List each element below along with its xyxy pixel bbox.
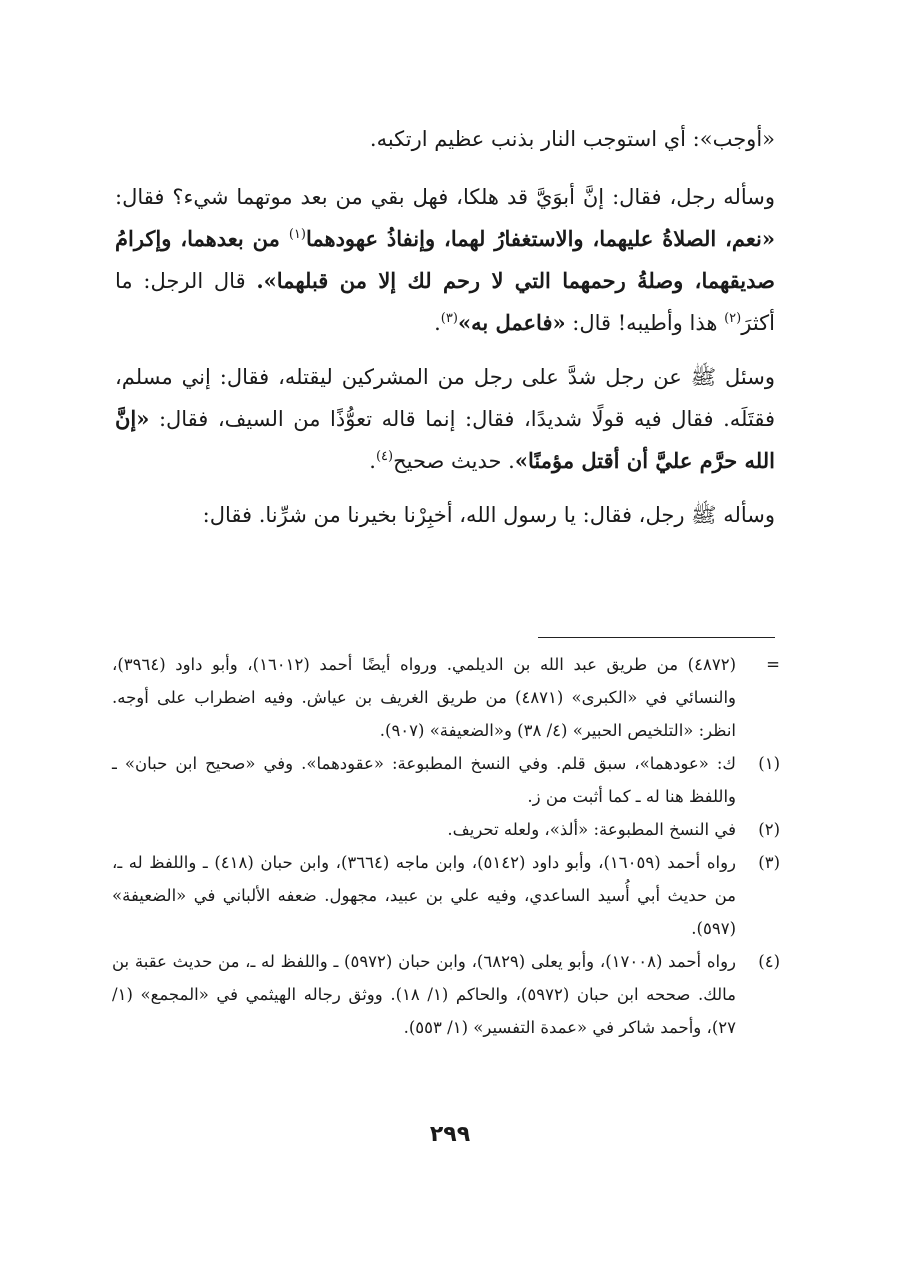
- footnote-text: رواه أحمد (١٦٠٥٩)، وأبو داود (٥١٤٢)، وابن ماجه (٣٦٦٤)، وابن حبان (٤١٨) ـ واللفظ له ـ، من حديث أبي أُسيد الساعدي، وفيه علي بن عبيد، مجهول. ضعفه الألباني في «الضعيفة» (٥٩٧).: [112, 853, 737, 938]
- footnote-4: [112, 945, 780, 1044]
- hadith-text-2: من بعدهما، وإكرامُ صديقهما، وصلةُ رحمهما التي لا رحم لك إلا من قبلهما».: [115, 226, 775, 293]
- footnote-marker: (٣): [758, 853, 780, 872]
- footnote-2: [112, 813, 780, 846]
- page-number: ٢٩٩: [429, 1122, 471, 1147]
- footnote-marker: =: [766, 655, 780, 674]
- paragraph-3: [115, 356, 775, 482]
- footnote-ref-1: (١): [288, 227, 306, 242]
- footnote-ref-3: (٣): [440, 311, 458, 326]
- footnote-ref-2: (٢): [724, 311, 742, 326]
- p2-text-c: قال الرجل: ما أكثرَ: [115, 269, 775, 335]
- footnote-marker: (٤): [758, 952, 780, 971]
- footnote-text: رواه أحمد (١٧٠٠٨)، وأبو يعلى (٦٨٢٩)، وابن حبان (٥٩٧٢) ـ واللفظ له ـ، من حديث عقبة بن مالك. صححه ابن حبان (٥٩٧٢)، والحاكم (١/ ١٨). ووثق رجاله الهيثمي في «المجمع» (١/ ٢٧)، وأحمد شاكر في «عمدة التفسير» (١/ ٥٥٣).: [112, 952, 737, 1037]
- paragraph-4: وسأله ﷺ رجل، فقال: يا رسول الله، أخبِرْنا بخيرنا من شرِّنا. فقال:: [202, 503, 775, 527]
- main-text: [115, 118, 775, 548]
- footnotes: [112, 648, 780, 1044]
- paragraph-1: «أوجب»: أي استوجب النار بذنب عظيم ارتكبه.: [369, 127, 775, 151]
- footnote-marker: (١): [758, 754, 780, 773]
- hadith-text-1: «نعم، الصلاةُ عليهما، والاستغفارُ لهما، وإنفاذُ عهودهما: [305, 226, 775, 251]
- footnote-text: (٤٨٧٢) من طريق عبد الله بن الديلمي. ورواه أيضًا أحمد (١٦٠١٢)، وأبو داود (٣٩٦٤)، والنسائي في «الكبرى» (٤٨٧١) من طريق الغريف بن عياش. وفيه اضطراب على أوجه. انظر: «التلخيص الحبير» (٤/ ٣٨) و«الضعيفة» (٩٠٧).: [112, 655, 736, 740]
- paragraph-2: [115, 176, 775, 344]
- p3-text-c: . حديث صحيح: [393, 449, 515, 473]
- p2-text-e: .: [434, 311, 441, 335]
- footnote-marker: (٢): [758, 820, 780, 839]
- footnote-continuation: [112, 648, 780, 747]
- p2-text-a: وسأله رجل، فقال: إنَّ أبوَيَّ قد هلكا، فهل بقي من بعد موتهما شيء؟ فقال:: [115, 185, 775, 209]
- footnote-1: [112, 747, 780, 813]
- p2-text-d: هذا وأطيبه! قال:: [565, 311, 725, 335]
- footnote-text: ك: «عودهما»، سبق قلم. وفي النسخ المطبوعة: «عقودهما». وفي «صحيح ابن حبان» ـ واللفظ هنا له ـ كما أثبت من ز.: [112, 754, 736, 806]
- footnote-separator: [538, 637, 775, 638]
- footnote-ref-4: (٤): [375, 449, 394, 464]
- footnote-text: في النسخ المطبوعة: «ألذ»، ولعله تحريف.: [447, 820, 736, 839]
- p3-text-a: وسئل ﷺ عن رجل شدَّ على رجل من المشركين ليقتله، فقال: إني مسلم، فقتَلَه. فقال فيه قولًا شديدًا، فقال: إنما قاله تعوُّذًا من السيف، فقال:: [115, 365, 775, 431]
- p3-text-d: .: [369, 449, 376, 473]
- hadith-text-3: «فاعمل به»: [457, 310, 566, 335]
- footnote-3: [112, 846, 780, 945]
- hadith-text-4: «إنَّ الله حرَّم عليَّ أن أقتل مؤمنًا»: [115, 406, 775, 473]
